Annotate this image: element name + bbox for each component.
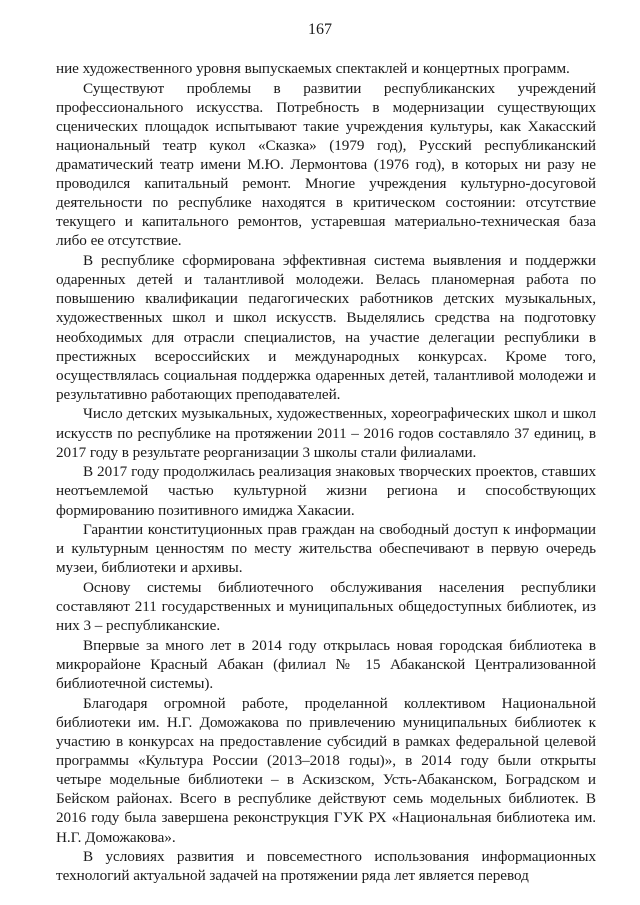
paragraph: Существуют проблемы в развитии республиканских учреждений профессионального искусства. Потребность в модернизации существующих сценических площадок испытывают такие учреждения культуры, как Хакасский национальный театр кукол «Сказка» (1979 год), Русский республиканский драматический театр имени М.Ю. Лермонтова (1976 год), в которых ни разу не проводился капитальный ремонт. Многие учреждения культурно-досуговой деятельности по республике находятся в критическом состоянии: отсутствие текущего и капитального ремонтов, устаревшая материально-техническая база либо ее отсутствие. — [56, 79, 596, 250]
paragraph: Впервые за много лет в 2014 году открылась новая городская библиотека в микрорайоне Красный Абакан (филиал № 15 Абаканской Централизованной библиотечной системы). — [56, 636, 596, 693]
paragraph: Число детских музыкальных, художественных, хореографических школ и школ искусств по республике на протяжении 2011 – 2016 годов составляло 37 единиц, в 2017 году в результате реорганизации 3 школы стали филиалами. — [56, 405, 596, 461]
paragraph: Гарантии конституционных прав граждан на свободный доступ к информации и культурным ценностям по месту жительства обеспечивают в первую очередь музеи, библиотеки и архивы. — [56, 521, 596, 577]
paragraph: В республике сформирована эффективная система выявления и поддержки одаренных детей и талантливой молодежи. Велась планомерная работа по повышению квалификации педагогических работников детских музыкальных, художественных школ и школ искусств. Выделялись средства на подготовку необходимых для отрасли специалистов, на участие делегации республики в престижных всероссийских и международных конкурсах. Кроме того, осуществлялась социальная поддержка одаренных детей, талантливой молодежи и результативно работающих преподавателей. — [56, 252, 596, 403]
paragraph: В 2017 году продолжилась реализация знаковых творческих проектов, ставших неотъемлемой частью культурной жизни региона и способствующих формированию позитивного имиджа Хакасии. — [56, 463, 596, 519]
paragraph: В условиях развития и повсеместного использования информационных технологий актуальной задачей на протяжении ряда лет является перевод — [56, 848, 596, 885]
page-number: 167 — [308, 21, 332, 38]
paragraph: Благодаря огромной работе, проделанной коллективом Национальной библиотеки им. Н.Г. Доможакова по привлечению муниципальных библиотек к участию в конкурсах на предоставление субсидий в рамках федеральной целевой программы «Культура России (2013–2018 годы)», в 2014 году были открыты четыре модельные библиотеки – в Аскизском, Усть-Абаканском, Боградском и Бейском районах. Всего в республике действуют семь модельных библиотек. В 2016 году была завершена реконструкция ГУК РХ «Национальная библиотека им. Н.Г. Доможакова». — [56, 694, 596, 846]
body-text — [56, 59, 596, 885]
paragraph: Основу системы библиотечного обслуживания населения республики составляют 211 государственных и муниципальных общедоступных библиотек, из них 3 – республиканские. — [56, 579, 596, 635]
paragraph-continued: ние художественного уровня выпускаемых спектаклей и концертных программ. — [56, 60, 570, 77]
